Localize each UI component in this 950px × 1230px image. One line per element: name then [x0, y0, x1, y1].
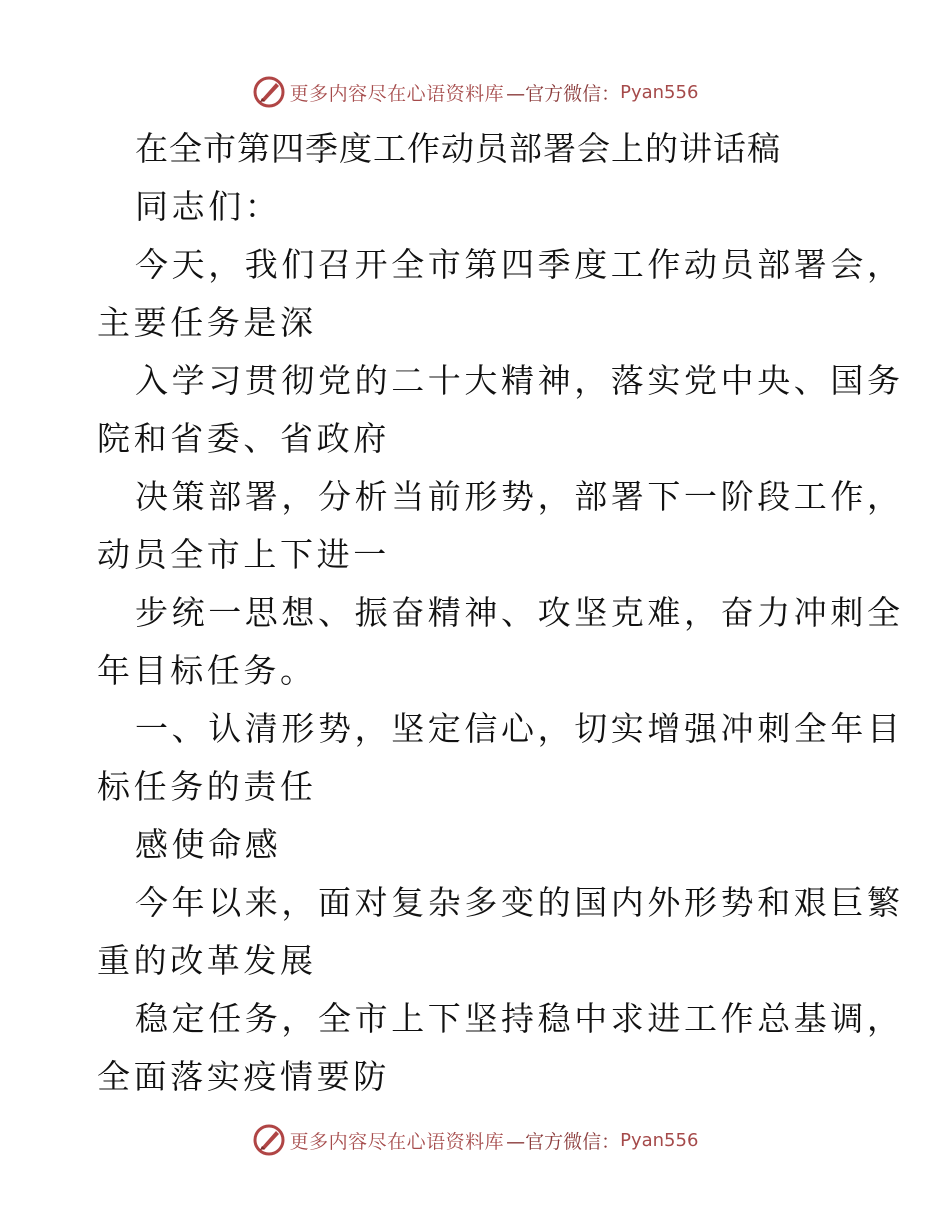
document-title: 在全市第四季度工作动员部署会上的讲话稿	[135, 129, 781, 168]
document-body	[97, 120, 904, 1106]
section-heading-line: 标任务的责任	[97, 767, 317, 806]
paragraph-line: 步统一思想、振奋精神、攻坚克难，奋力冲刺全	[135, 593, 904, 632]
paragraph-line: 入学习贯彻党的二十大精神，落实党中央、国务	[135, 361, 904, 400]
paragraph-line: 全面落实疫情要防	[97, 1057, 390, 1096]
paragraph-line: 稳定任务，全市上下坚持稳中求进工作总基调，	[135, 999, 904, 1038]
watermark-text-label: —官方微信：	[506, 1130, 621, 1153]
paragraph-line: 今天，我们召开全市第四季度工作动员部署会，	[135, 245, 904, 284]
watermark-text-id: Pyan556	[620, 81, 699, 103]
quill-pen-logo-icon	[252, 1123, 286, 1157]
paragraph-line: 今年以来，面对复杂多变的国内外形势和艰巨繁	[135, 883, 904, 922]
paragraph-line: 重的改革发展	[97, 941, 317, 980]
section-heading-line: 感使命感	[135, 825, 282, 864]
watermark-text-main: 更多内容尽在心语资料库	[289, 1130, 505, 1153]
paragraph-line: 院和省委、省政府	[97, 419, 390, 458]
paragraph-line: 动员全市上下进一	[97, 535, 390, 574]
section-heading-line: 一、认清形势，坚定信心，切实增强冲刺全年目	[135, 709, 904, 748]
paragraph-line: 年目标任务。	[97, 651, 317, 690]
watermark-text-id: Pyan556	[620, 1129, 699, 1151]
watermark-banner-bottom	[0, 1120, 950, 1160]
watermark-banner-top	[0, 72, 950, 112]
paragraph-line: 决策部署，分析当前形势，部署下一阶段工作，	[135, 477, 904, 516]
watermark-text-main: 更多内容尽在心语资料库	[289, 82, 505, 105]
quill-pen-logo-icon	[252, 75, 286, 109]
paragraph-line: 同志们：	[135, 187, 282, 226]
paragraph-line: 主要任务是深	[97, 303, 317, 342]
watermark-text-label: —官方微信：	[506, 82, 621, 105]
